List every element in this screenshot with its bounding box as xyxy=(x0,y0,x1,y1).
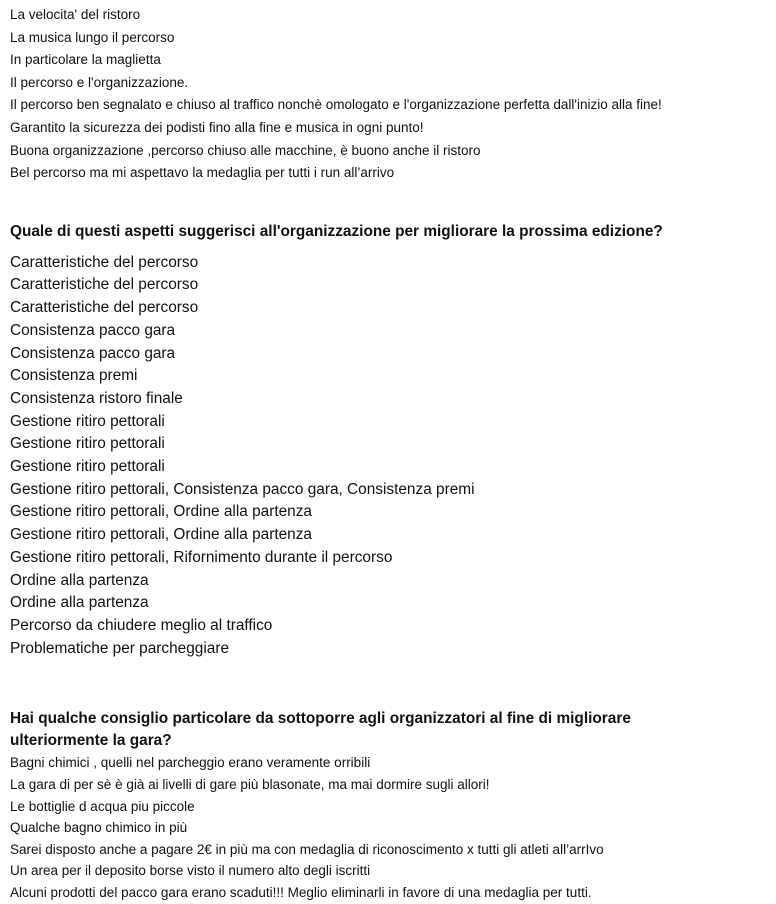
response-line: Qualche bagno chimico in più xyxy=(10,820,188,836)
question-heading-improvements: Quale di questi aspetti suggerisci all'organizzazione per migliorare la prossima edizione? xyxy=(10,222,663,240)
response-line: In particolare la maglietta xyxy=(10,52,161,68)
response-line: Problematiche per parcheggiare xyxy=(10,639,230,657)
response-line: Bagni chimici , quelli nel parcheggio erano veramente orribili xyxy=(10,755,371,771)
response-line: Caratteristiche del percorso xyxy=(10,253,199,271)
response-line: Il percorso e l'organizzazione. xyxy=(10,74,189,90)
response-list-section1 xyxy=(10,4,770,185)
response-line: Consistenza ristoro finale xyxy=(10,389,183,407)
response-line: Il percorso ben segnalato e chiuso al traffico nonchè omologato e l'organizzazione perfetta dall'inizio alla fine! xyxy=(10,97,662,113)
response-line: Gestione ritiro pettorali, Rifornimento durante il percorso xyxy=(10,548,393,566)
response-list-section3 xyxy=(10,752,770,903)
response-line: La gara di per sè è già ai livelli di gare più blasonate, ma mai dormire sugli allori! xyxy=(10,777,490,792)
response-line: Ordine alla partenza xyxy=(10,594,149,612)
response-line: Gestione ritiro pettorali, Consistenza pacco gara, Consistenza premi xyxy=(10,480,475,498)
response-line: Caratteristiche del percorso xyxy=(10,299,199,317)
response-list-section2 xyxy=(10,252,770,661)
response-line: Gestione ritiro pettorali, Ordine alla partenza xyxy=(10,503,312,521)
response-line: Consistenza premi xyxy=(10,367,138,385)
response-line: Garantito la sicurezza dei podisti fino alla fine e musica in ogni punto! xyxy=(10,119,424,135)
response-line: Alcuni prodotti del pacco gara erano scaduti!!! Meglio eliminarli in favore di una medaglia per tutti. xyxy=(10,884,592,900)
response-line: Bel percorso ma mi aspettavo la medaglia per tutti i run all’arrivo xyxy=(10,165,395,181)
response-line: La velocita' del ristoro xyxy=(10,7,141,22)
response-line: Ordine alla partenza xyxy=(10,571,149,589)
response-line: Sarei disposto anche a pagare 2€ in più ma con medaglia di riconoscimento x tutti gli atleti all’arrIvo xyxy=(10,841,604,857)
response-line: Le bottiglie d acqua piu piccole xyxy=(10,798,195,814)
response-line: Gestione ritiro pettorali xyxy=(10,435,165,453)
response-line: Gestione ritiro pettorali xyxy=(10,458,165,476)
response-line: Percorso da chiudere meglio al traffico xyxy=(10,617,273,634)
response-line: Gestione ritiro pettorali xyxy=(10,412,165,430)
question-heading-suggestions: Hai qualche consiglio particolare da sottoporre agli organizzatori al fine di migliorare ulteriormente la gara? xyxy=(10,710,631,750)
response-line: La musica lungo il percorso xyxy=(10,29,175,45)
response-line: Un area per il deposito borse visto il numero alto degli iscritti xyxy=(10,863,371,879)
response-line: Consistenza pacco gara xyxy=(10,321,176,339)
response-line: Buona organizzazione ,percorso chiuso alle macchine, è buono anche il ristoro xyxy=(10,142,481,158)
response-line: Gestione ritiro pettorali, Ordine alla partenza xyxy=(10,526,312,544)
response-line: Consistenza pacco gara xyxy=(10,344,176,362)
response-line: Caratteristiche del percorso xyxy=(10,276,199,294)
survey-document xyxy=(10,4,770,904)
